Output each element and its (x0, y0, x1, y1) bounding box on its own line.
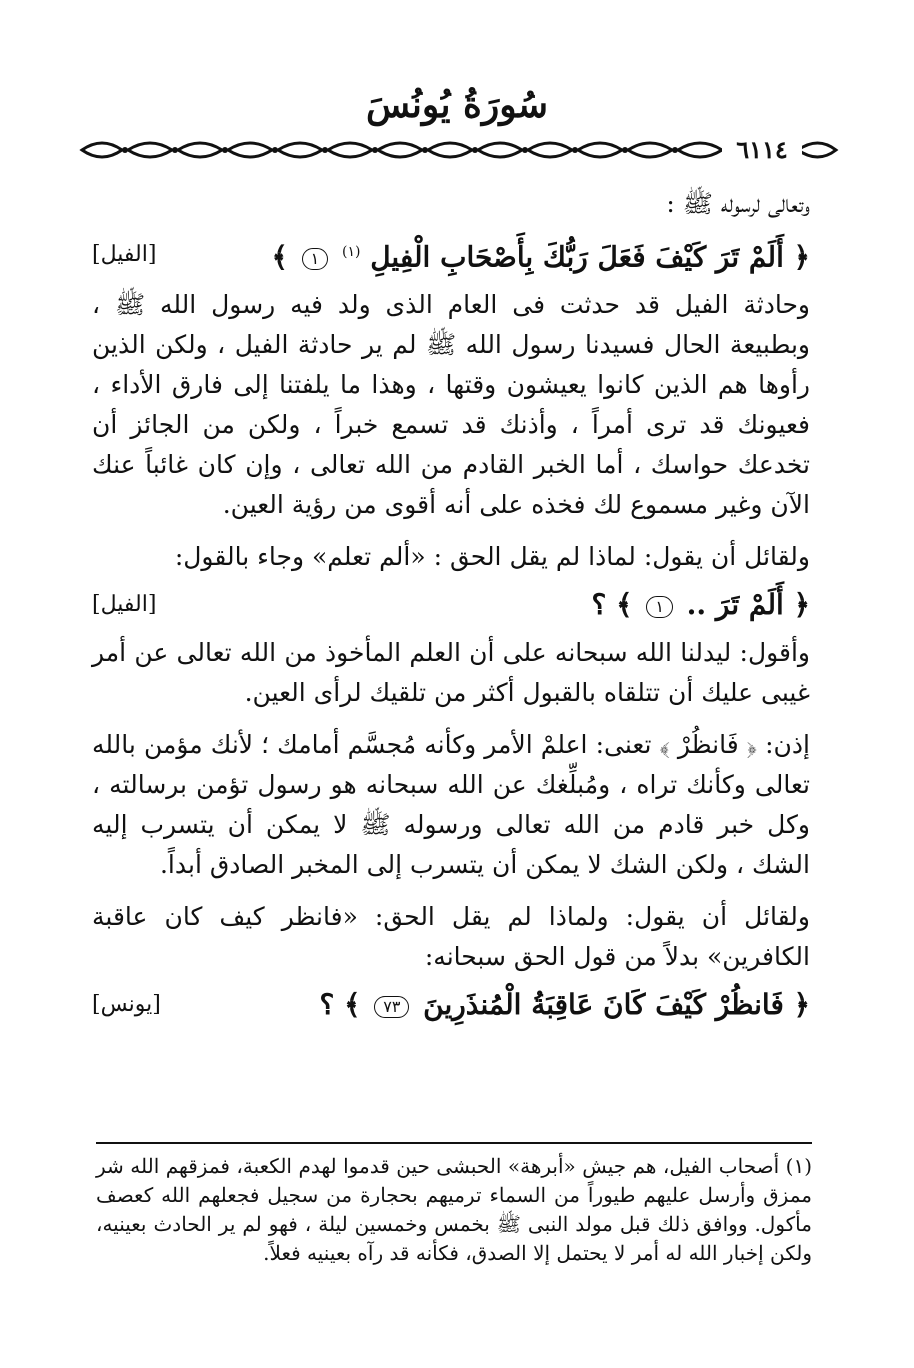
verse-text: ﴿ أَلَمْ تَرَ .. (686, 588, 810, 622)
paragraph: وأقول: ليدلنا الله سبحانه على أن العلم المأخوذ من الله تعالى عن أمر غيبى عليك أن تتلقاه بالقبول أكثر من تلقيك لرأى العين. (92, 638, 810, 708)
surah-title: سُورَةُ يُونُسَ (365, 84, 549, 126)
page-body (92, 184, 810, 1033)
verse-text: ﴿ أَلَمْ تَرَ كَيْفَ فَعَلَ رَبُّكَ بِأَصْحَابِ الْفِيلِ (370, 240, 810, 274)
surah-reference: [الفيل] (92, 592, 157, 618)
quran-verse (319, 981, 810, 1029)
footnote-divider (96, 1142, 812, 1144)
ayah-number: ١ (646, 596, 673, 618)
verse-row (92, 228, 810, 281)
footnote-mark: (١) (341, 244, 361, 260)
paragraph: ولقائل أن يقول: ولماذا لم يقل الحق: «فانظر كيف كان عاقبة الكافرين» بدلاً من قول الحق سبحانه: (92, 902, 810, 972)
verse-close: ﴾ ؟ (319, 988, 361, 1022)
paragraph: وحادثة الفيل قد حدثت فى العام الذى ولد فيه رسول الله ﷺ ، وبطبيعة الحال فسيدنا رسول الله ﷺ لم ير حادثة الفيل ، ولكن الذين رأوها هم الذين كانوا يعيشون وقتها ، وهذا ما يلفتنا إلى فارق الأداء ، فعيونك قد ترى أمراً ، وأذنك قد تسمع خبراً ، ولكن من الجائز أن تخدعك حواسك ، أما الخبر القادم من الله تعالى ، وإن كان غائباً عنك الآن وغير مسموع لك فخذه على أنه أقوى من رؤية العين. (92, 290, 810, 520)
verse-text: ﴿ فَانظُرْ كَيْفَ كَانَ عَاقِبَةُ الْمُنذَرِينَ (423, 988, 810, 1022)
ayah-number: ١ (302, 248, 329, 270)
paragraph: ولقائل أن يقول: لماذا لم يقل الحق : «ألم تعلم» وجاء بالقول: (174, 542, 810, 572)
quran-verse (592, 581, 810, 629)
paragraph: إذن: ﴿ فَانظُرْ ﴾ تعنى: اعلمْ الأمر وكأنه مُجسَّم أمامك ؛ لأنك مؤمن بالله تعالى وكأنك تراه ، ومُبلِّغك عن الله سبحانه هو رسول تؤمن برسالته ، وكل خبر قادم من الله تعالى ورسوله ﷺ لا يمكن أن يتسرب إليه الشك ، ولكن الشك لا يمكن أن يتسرب إلى المخبر الصادق أبداً. (92, 730, 810, 880)
surah-reference: [يونس] (92, 992, 161, 1018)
verse-close: ﴾ ؟ (591, 588, 633, 622)
surah-reference: [الفيل] (92, 241, 157, 267)
page-number: ٦١١٤ (722, 136, 802, 164)
quran-verse (271, 228, 810, 281)
intro-line: وتعالى لرسوله ﷺ : (666, 189, 810, 218)
verse-row (92, 981, 810, 1029)
footnote: (١) أصحاب الفيل، هم جيش «أبرهة» الحبشى حين قدموا لهدم الكعبة، فمزقهم الله شر ممزق وأرسل عليهم طيوراً من السماء ترميهم بحجارة من سجيل فجعلهم الله كعصف مأكول. ووافق ذلك قبل مولد النبى ﷺ بخمس وخمسين ليلة ، فهو لم ير الحادث بعينيه، ولكن إخبار الله له أمر لا يحتمل إلا الصدق، فكأنه قد رآه بعينيه فعلاً. (96, 1154, 812, 1265)
verse-row (92, 581, 810, 629)
ayah-number: ٧٣ (374, 996, 409, 1018)
verse-close: ﴾ (271, 240, 288, 274)
